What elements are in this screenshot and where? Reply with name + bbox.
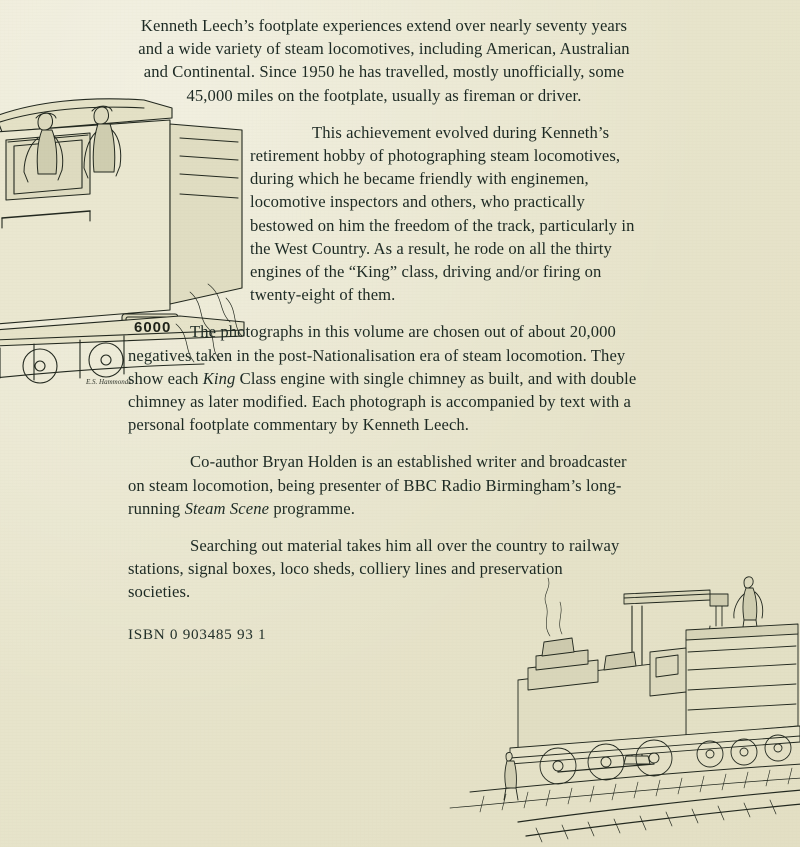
back-cover-text bbox=[128, 14, 644, 644]
paragraph-4-text-b: programme. bbox=[269, 498, 355, 518]
paragraph-1: Kenneth Leech’s footplate experiences extend over nearly seventy years and a wide variety of steam locomotives, including American, Australian and Continental. Since 1950 he has travelled, mostly unofficially, some 45,000 miles on the footplate, usually as fireman or driver. bbox=[138, 16, 630, 105]
paragraph-3-italic-king: King bbox=[202, 368, 236, 388]
artist-signature-left: E.S. Hammonds bbox=[86, 378, 131, 386]
paragraph-3 bbox=[128, 320, 640, 436]
paragraph-5: Searching out material takes him all over the country to railway stations, signal boxes, loco sheds, colliery lines and preservation societies. bbox=[128, 536, 620, 602]
loco-number-plate: 6000 bbox=[134, 319, 172, 336]
paragraph-4-italic-steam-scene: Steam Scene bbox=[184, 498, 270, 518]
locomotive-water-column-illustration bbox=[410, 560, 800, 847]
isbn-line: ISBN 0 903485 93 1 bbox=[128, 625, 267, 643]
paragraph-4-text-a: Co-author Bryan Holden is an established writer and broadcaster on steam locomotion, being presenter of BBC Radio Birmingham’s long-running bbox=[128, 452, 627, 518]
paragraph-4 bbox=[128, 450, 628, 520]
paragraph-2: This achievement evolved during Kenneth’s retirement hobby of photographing steam locomotives, during which he became friendly with enginemen, locomotive inspectors and others, who practically bestowed on him the freedom of the track, particularly in the West Country. As a result, he rode on all the thirty engines of the “King” class, driving and/or firing on twenty-eight of them. bbox=[250, 122, 635, 305]
paragraph-3-text-b: Class engine with single chimney as built, and with double chimney as later modified. Each photograph is accompanied by text with a personal footplate commentary by Kenneth Leech. bbox=[128, 368, 637, 435]
paragraph-3-text-a: The photographs in this volume are chosen out of about 20,000 negatives taken in the post-Nationalisation era of steam locomotion. They show each bbox=[128, 322, 626, 388]
